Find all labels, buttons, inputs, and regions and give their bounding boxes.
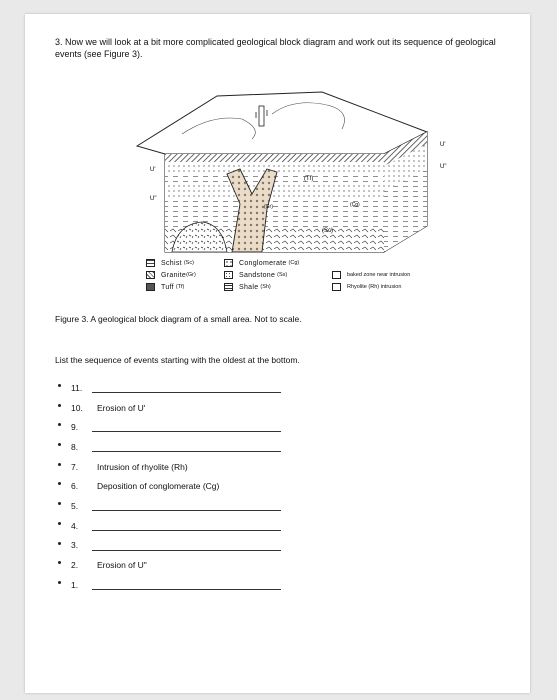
answer-line[interactable]	[92, 510, 281, 511]
diagram-label-u-double: U"	[150, 196, 157, 202]
answer-line[interactable]	[92, 392, 281, 393]
answer-line[interactable]	[92, 530, 281, 531]
legend-item-rhyolite: Rhyolite (Rh) intrusion	[332, 283, 401, 291]
bullet-icon	[58, 542, 61, 545]
schist-swatch-icon	[146, 259, 155, 267]
legend-item-conglomerate: Conglomerate (Cg)	[224, 259, 299, 267]
diagram-label-u-prime-right: U'	[440, 142, 446, 148]
bullet-icon	[58, 404, 61, 407]
diagram-label-sc: (Sc)	[322, 228, 333, 234]
baked-zone-swatch-icon	[332, 271, 341, 279]
granite-swatch-icon	[146, 271, 155, 279]
diagram-label-u-prime: U'	[150, 167, 156, 173]
legend-item-baked-zone: baked zone near intrusion	[332, 271, 410, 279]
legend-item-shale: Shale (Sh)	[224, 283, 271, 291]
diagram-label-u-double-right: U"	[440, 164, 447, 170]
diagram-legend	[146, 259, 411, 299]
bullet-icon	[58, 463, 61, 466]
bullet-icon	[58, 581, 61, 584]
document-page: 3. Now we will look at a bit more complicated geological block diagram and work out its sequence of geological events (see Figure 3). (Tf) (Gr) (Cg) (Sc) U' U" U' U" Schist (Sc) Granite (Gr) Tuff (Tf) Conglomerate (Cg) Sandstone (Ss) Shale (Sh) baked zone near intrusion Rhyolite (Rh) intrusion Figure 3. A geological block diagram of a small area. Not to scale. List the sequence of events starting with the oldest at the bottom. 11. 10. Erosion of U' 9. 8. 7. Intrusion of rhyolite (Rh) 6. Deposition of conglomerate (Cg) 5. 4. 3. 2. Erosion of U" 1.	[25, 14, 530, 693]
sandstone-swatch-icon	[224, 271, 233, 279]
legend-item-schist: Schist (Sc)	[146, 259, 194, 267]
bullet-icon	[58, 522, 61, 525]
instruction-text: List the sequence of events starting with the oldest at the bottom.	[55, 355, 300, 365]
bullet-icon	[58, 384, 61, 387]
rhyolite-swatch-icon	[332, 283, 341, 291]
answer-line[interactable]	[92, 451, 281, 452]
legend-item-granite: Granite (Gr)	[146, 271, 196, 279]
answer-line[interactable]	[92, 431, 281, 432]
bullet-icon	[58, 502, 61, 505]
bullet-icon	[58, 443, 61, 446]
bullet-icon	[58, 561, 61, 564]
tuff-swatch-icon	[146, 283, 155, 291]
diagram-label-cg: (Cg)	[350, 202, 360, 208]
answer-line[interactable]	[92, 589, 281, 590]
conglomerate-swatch-icon	[224, 259, 233, 267]
legend-item-tuff: Tuff (Tf)	[146, 283, 184, 291]
question-text: 3. Now we will look at a bit more complicated geological block diagram and work out its sequence of geological events (see Figure 3).	[55, 37, 496, 59]
answer-line[interactable]	[92, 550, 281, 551]
figure-caption: Figure 3. A geological block diagram of a small area. Not to scale.	[55, 314, 302, 324]
diagram-label-gr: (Gr)	[264, 204, 273, 210]
diagram-label-tf: (Tf)	[304, 176, 314, 182]
legend-item-sandstone: Sandstone (Ss)	[224, 271, 287, 279]
bullet-icon	[58, 423, 61, 426]
geological-block-diagram	[122, 84, 462, 259]
shale-swatch-icon	[224, 283, 233, 291]
bullet-icon	[58, 482, 61, 485]
